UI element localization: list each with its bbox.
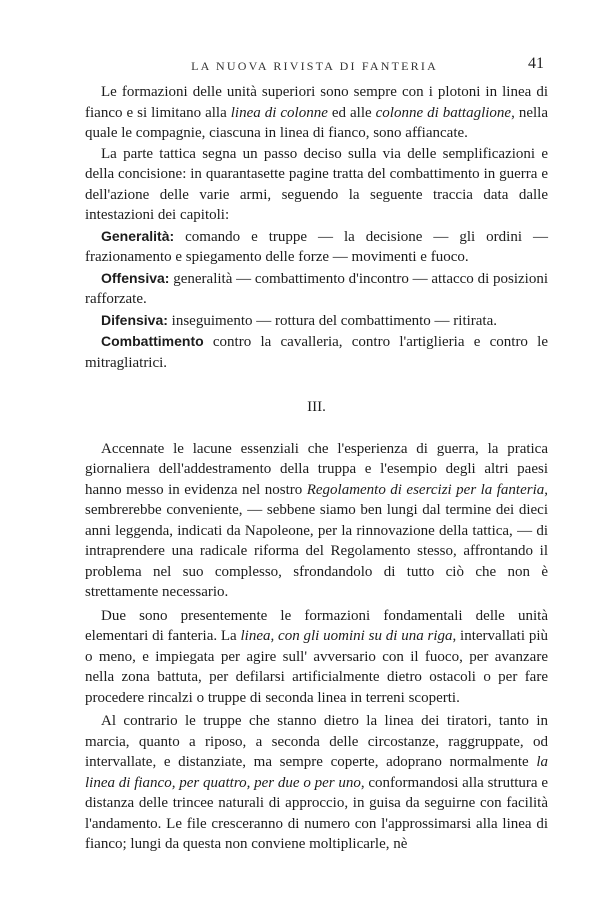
page-header	[85, 55, 544, 79]
body-text	[85, 82, 548, 855]
italic-phrase: colonne di battaglione	[375, 104, 512, 121]
chapter-label: Generalità:	[101, 227, 175, 244]
chapter-label: Difensiva:	[101, 311, 168, 328]
running-title: LA NUOVA RIVISTA DI FANTERIA	[191, 59, 438, 73]
paragraph: Due sono presentemente le formazioni fondamentali delle unità elementari di fanteria. La linea, con gli uomini su di una riga, intervallati più o meno, e impiegata per agire sull' avversario con il fuoco, per avanzare nella zona battuta, per defilarsi artificialmente dietro ostacoli o per fare procedere rincalzi o truppe di seconda linea in terreni scoperti.	[85, 607, 548, 706]
section-number: III.	[307, 399, 326, 415]
italic-phrase: linea, con gli uomini su di una riga	[240, 628, 453, 644]
page-number: 41	[528, 55, 544, 72]
chapter-label: Offensiva:	[101, 269, 170, 286]
italic-phrase: Regolamento di esercizi per la fanteria	[306, 481, 545, 498]
italic-phrase: la linea di fianco, per quattro, per due o per uno	[85, 754, 548, 791]
italic-phrase: linea di colonne	[230, 104, 328, 121]
chapter-entry-difensiva: Difensiva: inseguimento — rottura del combattimento — ritirata.	[101, 311, 498, 329]
chapter-entry-offensiva: Offensiva: generalità — combattimento d'incontro — attacco di posizioni rafforzate.	[85, 269, 548, 307]
paragraph: La parte tattica segna un passo deciso sulla via delle semplificazioni e della concisione: in quarantasette pagine tratta del combattimento in guerra e dell'azione delle varie armi, seguendo la seguente traccia data dalle intestazioni dei capitoli:	[85, 145, 548, 223]
paragraph: Le formazioni delle unità superiori sono sempre con i plotoni in linea di fianco e si limitano alla linea di colonne ed alle colonne di battaglione, nella quale le compagnie, ciascuna in linea di fianco, sono affiancate.	[85, 84, 548, 141]
chapter-entry-combattimento: Combattimento contro la cavalleria, contro l'artiglieria e contro le mitragliatrici.	[85, 333, 548, 371]
paragraph: Accennate le lacune essenziali che l'esperienza di guerra, la pratica giornaliera dell'addestramento della truppa e l'esempio degli altri paesi hanno messo in evidenza nel nostro Regolamento di esercizi per la fanteria, sembrerebbe conveniente, — sebbene siamo ben lungi dal termine dei dieci anni leggenda, indicati da Napoleone, per la rinnovazione della tattica, — di intraprendere una radicale riforma del Regolamento stesso, affrontando il problema nel suo complesso, sfrondandolo di tutto ciò che non è strettamente necessario.	[85, 440, 548, 600]
chapter-label: Combattimento	[101, 333, 204, 349]
paragraph: Al contrario le truppe che stanno dietro la linea dei tiratori, tanto in marcia, quanto a riposo, a seconda delle circostanze, raggruppate, od intervallate, e distanziate, ma sempre coperte, adoprano normalmente la linea di fianco, per quattro, per due o per uno, conformandosi alla struttura e distanza delle trincee naturali di approccio, in guisa da seguirne con facilità l'andamento. Le file cresceranno di numero con l'approssimarsi alla linea di fianco; lungi da questa non conviene moltiplicarle, nè	[85, 713, 548, 852]
chapter-entry-generalita: Generalità: comando e truppe — la decisione — gli ordini — frazionamento e spiegamento delle forze — movimenti e fuoco.	[85, 227, 548, 265]
